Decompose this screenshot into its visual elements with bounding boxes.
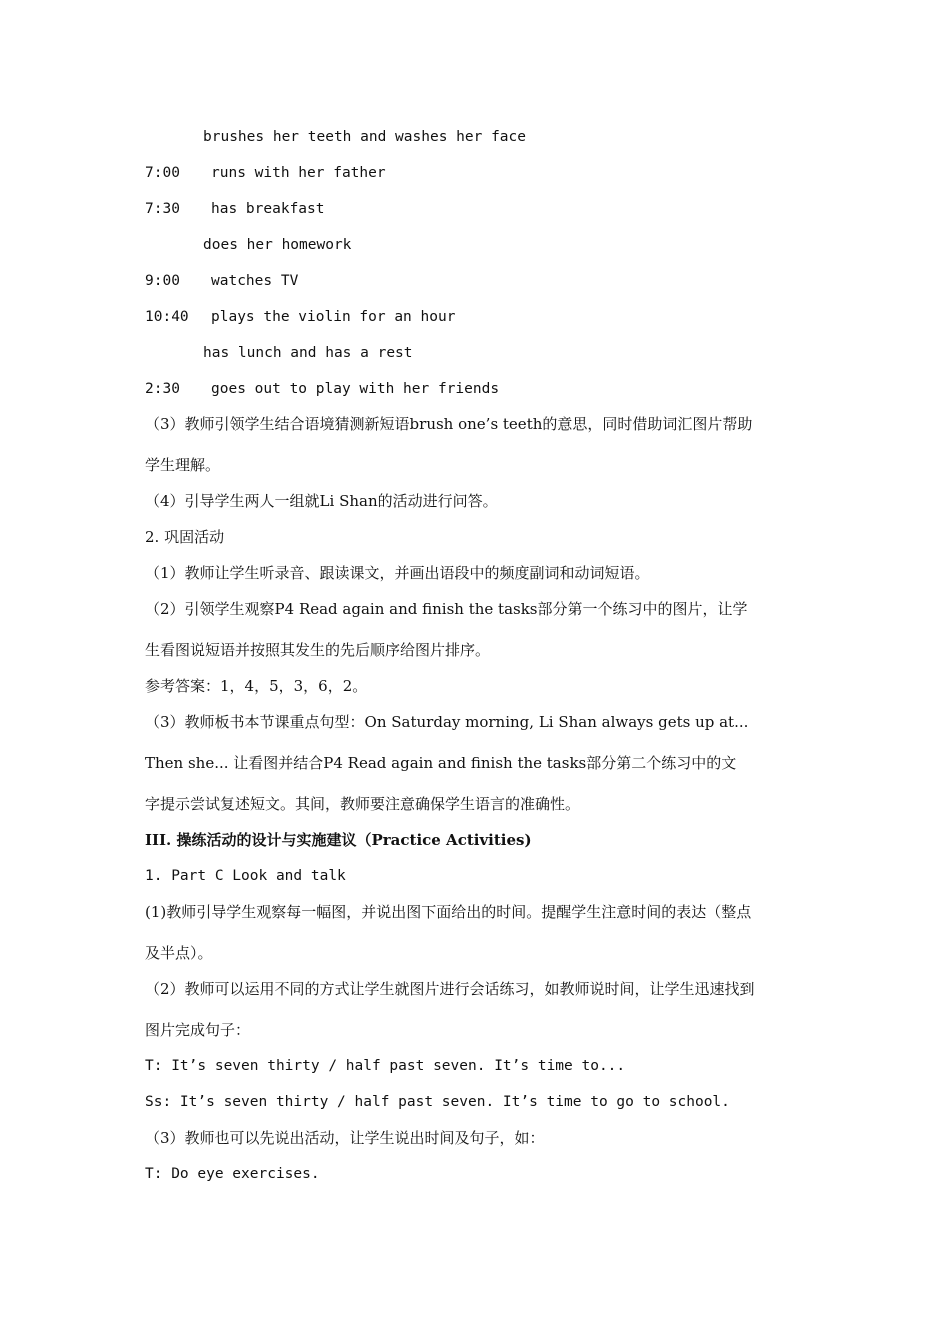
schedule-time: 10:40 [145, 309, 189, 325]
section-heading: 2. 巩固活动 [145, 528, 225, 546]
subsection-heading: 1. Part C Look and talk [145, 868, 346, 884]
dialogue-line: Ss: It’s seven thirty / half past seven. It’s time to go to school. [145, 1094, 730, 1110]
schedule-time: 7:30 [145, 201, 180, 217]
paragraph-line: （2）教师可以运用不同的方式让学生就图片进行会话练习，如教师说时间，让学生迅速找到 [145, 980, 755, 998]
paragraph-line: Then she... 让看图并结合P4 Read again and finish the tasks部分第二个练习中的文 [145, 754, 737, 772]
schedule-row [145, 271, 815, 291]
schedule-row [145, 127, 815, 147]
paragraph-line: 字提示尝试复述短文。其间，教师要注意确保学生语言的准确性。 [145, 795, 581, 813]
section-heading: III. 操练活动的设计与实施建议（Practice Activities) [145, 831, 532, 849]
schedule-activity: plays the violin for an hour [211, 309, 456, 325]
paragraph-line: （2）引领学生观察P4 Read again and finish the tasks部分第一个练习中的图片，让学 [145, 600, 748, 618]
schedule-row [145, 379, 815, 399]
paragraph-line: 及半点）。 [145, 944, 213, 962]
schedule-activity: has breakfast [211, 201, 325, 217]
schedule-row [145, 343, 815, 363]
schedule-activity: brushes her teeth and washes her face [203, 129, 527, 145]
schedule-activity: watches TV [211, 273, 299, 289]
paragraph-line: 生看图说短语并按照其发生的先后顺序给图片排序。 [145, 641, 491, 659]
schedule-activity: runs with her father [211, 165, 386, 181]
schedule-activity: goes out to play with her friends [211, 381, 500, 397]
schedule-row [145, 307, 815, 327]
paragraph-line: 图片完成句子： [145, 1021, 251, 1039]
paragraph-line: （1）教师让学生听录音、跟读课文，并画出语段中的频度副词和动词短语。 [145, 564, 650, 582]
schedule-row [145, 199, 815, 219]
schedule-time: 7:00 [145, 165, 180, 181]
paragraph-line: 学生理解。 [145, 456, 221, 474]
paragraph-line: （3）教师也可以先说出活动，让学生说出时间及句子，如： [145, 1129, 545, 1147]
schedule-row [145, 163, 815, 183]
schedule-activity: has lunch and has a rest [203, 345, 413, 361]
paragraph-line: (1)教师引导学生观察每一幅图，并说出图下面给出的时间。提醒学生注意时间的表达（整点 [145, 903, 752, 921]
dialogue-line: T: It’s seven thirty / half past seven. It’s time to... [145, 1058, 626, 1074]
answer-line: 参考答案：1，4，5，3，6，2。 [145, 677, 368, 695]
paragraph-line: （3）教师引领学生结合语境猜测新短语brush one’s teeth的意思，同时借助词汇图片帮助 [145, 415, 753, 433]
schedule-activity: does her homework [203, 237, 352, 253]
schedule-time: 9:00 [145, 273, 180, 289]
schedule-time: 2:30 [145, 381, 180, 397]
paragraph-line: （4）引导学生两人一组就Li Shan的活动进行问答。 [145, 492, 498, 510]
paragraph-line: （3）教师板书本节课重点句型：On Saturday morning, Li Shan always gets up at... [145, 713, 749, 731]
schedule-row [145, 235, 815, 255]
dialogue-line: T: Do eye exercises. [145, 1166, 320, 1182]
